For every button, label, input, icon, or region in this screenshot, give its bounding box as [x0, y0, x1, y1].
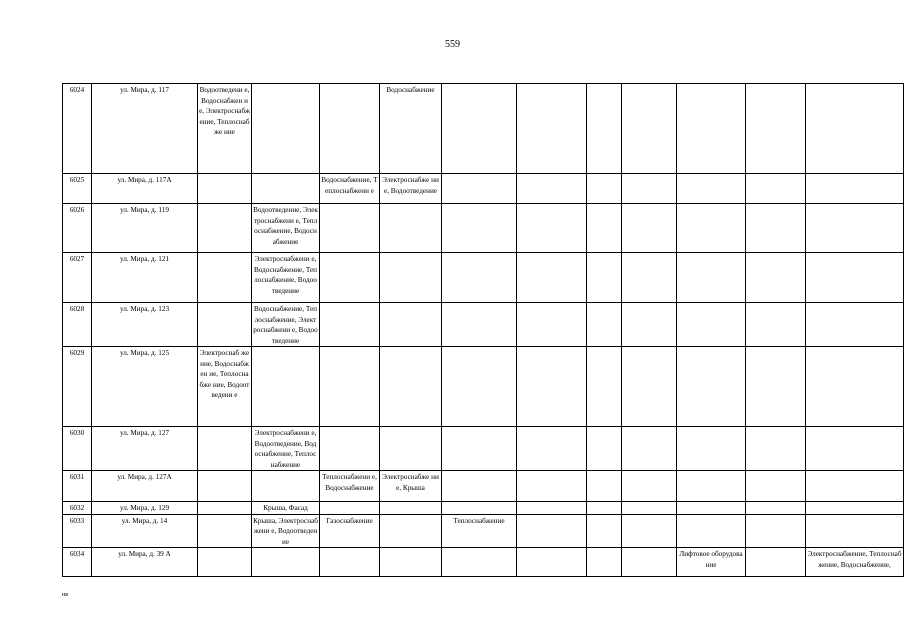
table-cell [442, 548, 517, 577]
table-cell [252, 347, 320, 427]
row-number: 6028 [63, 303, 92, 347]
table-cell [320, 502, 380, 515]
table-cell: Лифтовое оборудование [677, 548, 746, 577]
table-cell [622, 548, 677, 577]
table-cell [442, 84, 517, 174]
table-cell [587, 253, 622, 303]
table-cell [746, 253, 806, 303]
table-cell [587, 204, 622, 253]
table-cell [622, 514, 677, 548]
table-cell [622, 303, 677, 347]
table-cell [252, 471, 320, 502]
table-cell [198, 502, 252, 515]
table-cell [442, 427, 517, 471]
table-cell [198, 204, 252, 253]
table-cell [746, 502, 806, 515]
table-cell [252, 174, 320, 204]
table-cell [677, 427, 746, 471]
table-cell [622, 253, 677, 303]
table-cell [320, 427, 380, 471]
table-cell [746, 204, 806, 253]
table-cell [677, 174, 746, 204]
table-cell [198, 253, 252, 303]
address-cell: ул. Мира, д. 121 [92, 253, 198, 303]
table-cell [442, 303, 517, 347]
table-cell: Водоотведение, Электроснабжени е, Теплоснабжение, Водоснабжение [252, 204, 320, 253]
table-cell [746, 303, 806, 347]
table-cell [320, 303, 380, 347]
table-cell [806, 204, 904, 253]
table-cell: Водоснабжение [380, 84, 442, 174]
table-cell [517, 174, 587, 204]
table-cell: Газоснабжение [320, 514, 380, 548]
table-cell: Электроснабжени е, Водоотведение, Водоснабжение, Теплоснабжение [252, 427, 320, 471]
page-number: 559 [445, 39, 460, 50]
address-cell: ул. Мира, д. 119 [92, 204, 198, 253]
footer-mark: нв [62, 592, 69, 598]
table-cell [587, 502, 622, 515]
table-cell [587, 84, 622, 174]
table-cell: Водоснабжение, Теплоснабжени е [320, 174, 380, 204]
table-row [63, 303, 904, 347]
table-cell [517, 204, 587, 253]
row-number: 6024 [63, 84, 92, 174]
table-cell [806, 253, 904, 303]
table-cell [587, 174, 622, 204]
row-number: 6029 [63, 347, 92, 427]
table-cell: Водоснабжение, Теплоснабжение, Электроснабжени е, Водоотведение [252, 303, 320, 347]
table-cell [806, 303, 904, 347]
row-number: 6032 [63, 502, 92, 515]
address-cell: ул. Мира, д. 125 [92, 347, 198, 427]
table-cell [252, 84, 320, 174]
table-cell: Теплоснабжение [442, 514, 517, 548]
table-cell [587, 471, 622, 502]
table-cell [746, 84, 806, 174]
table-cell [380, 347, 442, 427]
table-cell [252, 548, 320, 577]
table-cell [517, 347, 587, 427]
table-cell [746, 174, 806, 204]
table-cell [517, 427, 587, 471]
table-row [63, 174, 904, 204]
table-cell [677, 303, 746, 347]
table-cell: Электроснабжени е, Водоснабжение, Теплоснабжение, Водоотведение [252, 253, 320, 303]
table-cell [622, 84, 677, 174]
table-row [63, 204, 904, 253]
address-cell: ул. Мира, д. 127 [92, 427, 198, 471]
table-cell [677, 471, 746, 502]
table-cell: Электроснаб жение, Водоснабжен ие, Теплоснабже ние, Водоотведени е [198, 347, 252, 427]
table-row [63, 253, 904, 303]
table-cell [380, 253, 442, 303]
table-row [63, 548, 904, 577]
table-cell [198, 174, 252, 204]
table-cell [806, 502, 904, 515]
table-cell [442, 253, 517, 303]
table-cell [442, 204, 517, 253]
table-cell [517, 471, 587, 502]
table-cell [746, 471, 806, 502]
table-cell [587, 514, 622, 548]
table-cell [677, 253, 746, 303]
table-cell [442, 502, 517, 515]
table-row [63, 347, 904, 427]
table-cell [677, 347, 746, 427]
table-cell [198, 471, 252, 502]
address-cell: ул. Мира, д. 129 [92, 502, 198, 515]
works-table [62, 83, 904, 577]
row-number: 6033 [63, 514, 92, 548]
table-cell [517, 303, 587, 347]
table-cell [198, 514, 252, 548]
table-cell [622, 347, 677, 427]
table-cell [587, 303, 622, 347]
address-cell: ул. Мира, д. 117А [92, 174, 198, 204]
table-cell [587, 548, 622, 577]
table-cell [587, 347, 622, 427]
address-cell: ул. Мира, д. 117 [92, 84, 198, 174]
address-cell: ул. Мира, д. 14 [92, 514, 198, 548]
table-cell: Крыша, Фасад [252, 502, 320, 515]
row-number: 6026 [63, 204, 92, 253]
table-cell [320, 84, 380, 174]
table-cell [517, 84, 587, 174]
table-cell [517, 514, 587, 548]
table-cell [380, 303, 442, 347]
table-row [63, 427, 904, 471]
table-cell [517, 548, 587, 577]
table-cell: Электроснабжение, Теплоснабжение, Водоснабжение, [806, 548, 904, 577]
table-cell [806, 514, 904, 548]
table-cell [442, 471, 517, 502]
table-cell [677, 502, 746, 515]
table-cell: Электроснабже ние, Крыша [380, 471, 442, 502]
table-cell: Электроснабже ние, Водоотведение [380, 174, 442, 204]
table-cell [380, 502, 442, 515]
table-cell [746, 347, 806, 427]
row-number: 6034 [63, 548, 92, 577]
row-number: 6031 [63, 471, 92, 502]
table-cell [622, 427, 677, 471]
table-cell [806, 471, 904, 502]
table-cell [517, 502, 587, 515]
table-cell [622, 204, 677, 253]
address-cell: ул. Мира, д. 39 А [92, 548, 198, 577]
table-cell: Крыша, Электроснабжени е, Водоотведение [252, 514, 320, 548]
table-cell [198, 427, 252, 471]
table-row [63, 502, 904, 515]
table-cell [806, 174, 904, 204]
table-cell [806, 347, 904, 427]
table-cell [587, 427, 622, 471]
address-cell: ул. Мира, д. 123 [92, 303, 198, 347]
table-cell [320, 347, 380, 427]
table-cell [442, 174, 517, 204]
row-number: 6025 [63, 174, 92, 204]
table-cell [442, 347, 517, 427]
table-cell [320, 548, 380, 577]
row-number: 6030 [63, 427, 92, 471]
table-cell [517, 253, 587, 303]
table-row [63, 84, 904, 174]
table-cell [677, 84, 746, 174]
table-row [63, 471, 904, 502]
table-cell: Теплоснабжени е, Водоснабжение [320, 471, 380, 502]
table-cell [320, 204, 380, 253]
table-cell [677, 514, 746, 548]
table-cell [622, 471, 677, 502]
table-cell [746, 548, 806, 577]
table-cell [380, 514, 442, 548]
table-cell [622, 174, 677, 204]
table-cell [806, 84, 904, 174]
table-cell [677, 204, 746, 253]
table-cell [320, 253, 380, 303]
row-number: 6027 [63, 253, 92, 303]
table-cell [746, 427, 806, 471]
table-cell [380, 427, 442, 471]
table-cell [198, 548, 252, 577]
table-cell [198, 303, 252, 347]
table-row [63, 514, 904, 548]
table-cell: Водоотведени е, Водоснабжен ие, Электроснабж ение, Теплоснабже ние [198, 84, 252, 174]
address-cell: ул. Мира, д. 127А [92, 471, 198, 502]
table-cell [746, 514, 806, 548]
table-cell [806, 427, 904, 471]
table-cell [380, 204, 442, 253]
table-cell [622, 502, 677, 515]
table-cell [380, 548, 442, 577]
